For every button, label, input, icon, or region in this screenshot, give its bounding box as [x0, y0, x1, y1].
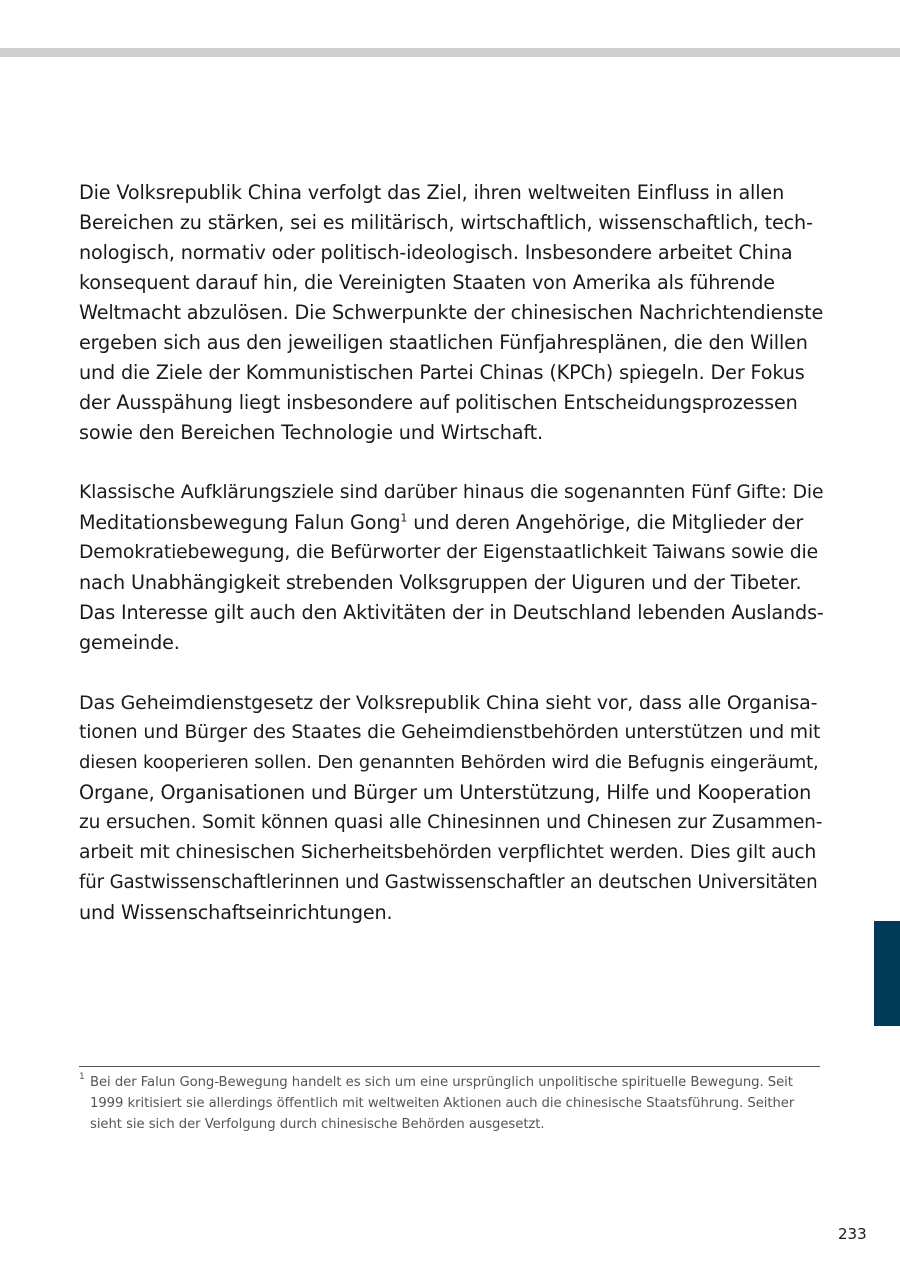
text-line: Die Volksrepublik China verfolgt das Ziel, ihren weltweiten Einfluss in allen — [79, 181, 785, 204]
footnote-line: Bei der Falun Gong-Bewegung handelt es sich um eine ursprünglich unpolitische spirituelle Bewegung. Seit — [90, 1075, 793, 1090]
top-rule-bar — [0, 48, 900, 57]
chapter-side-tab — [874, 921, 900, 1026]
text-line: für Gastwissenschaftlerinnen und Gastwissenschaftler an deutschen Universitäten — [79, 872, 818, 893]
text-line: gemeinde. — [79, 631, 180, 654]
footnote-line: 1999 kritisiert sie allerdings öffentlich mit weltweiten Aktionen auch die chinesische Staatsführung. Seither — [90, 1096, 795, 1111]
text-line: Organe, Organisationen und Bürger um Unterstützung, Hilfe und Kooperation — [79, 781, 812, 804]
text-line: konsequent darauf hin, die Vereinigten Staaten von Amerika als führende — [79, 271, 775, 294]
footnote — [79, 1072, 829, 1135]
text-line — [79, 508, 824, 538]
text-line: Klassische Aufklärungsziele sind darüber hinaus die sogenannten Fünf Gifte: Die — [79, 482, 824, 503]
text-line: und Wissenschaftseinrichtungen. — [79, 901, 393, 924]
footnote-divider — [79, 1066, 820, 1067]
footnote-line: sieht sie sich der Verfolgung durch chinesische Behörden ausgesetzt. — [90, 1117, 545, 1132]
footnote-reference[interactable]: 1 — [400, 511, 408, 525]
text-line: nologisch, normativ oder politisch-ideologisch. Insbesondere arbeitet China — [79, 241, 793, 264]
text-line: ergeben sich aus den jeweiligen staatlichen Fünfjahresplänen, die den Willen — [79, 331, 808, 354]
body-text — [79, 178, 824, 958]
text-line: diesen kooperieren sollen. Den genannten Behörden wird die Befugnis eingeräumt, — [79, 752, 819, 773]
page-number: 233 — [838, 1225, 867, 1243]
text-span: Meditationsbewegung Falun Gong — [79, 511, 401, 534]
text-line: Bereichen zu stärken, sei es militärisch, wirtschaftlich, wissenschaftlich, tech- — [79, 211, 813, 234]
text-line: zu ersuchen. Somit können quasi alle Chinesinnen und Chinesen zur Zusammen- — [79, 812, 823, 833]
text-line: Demokratiebewegung, die Befürworter der Eigenstaatlichkeit Taiwans sowie die — [79, 542, 818, 563]
text-span: und deren Angehörige, die Mitglieder der — [407, 511, 804, 534]
text-line: Das Geheimdienstgesetz der Volksrepublik China sieht vor, dass alle Organisa- — [79, 692, 818, 714]
paragraph-3 — [79, 688, 824, 928]
text-line: arbeit mit chinesischen Sicherheitsbehörden verpflichtet werden. Dies gilt auch — [79, 842, 817, 863]
text-line: Das Interesse gilt auch den Aktivitäten der in Deutschland lebenden Auslands- — [79, 601, 824, 624]
text-line: nach Unabhängigkeit strebenden Volksgruppen der Uiguren und der Tibeter. — [79, 571, 802, 594]
footnote-marker: 1 — [79, 1072, 85, 1082]
text-line: Weltmacht abzulösen. Die Schwerpunkte der chinesischen Nachrichtendienste — [79, 301, 824, 324]
text-line: tionen und Bürger des Staates die Geheimdienstbehörden unterstützen und mit — [79, 722, 821, 743]
text-line: sowie den Bereichen Technologie und Wirtschaft. — [79, 421, 543, 444]
paragraph-1 — [79, 178, 824, 448]
text-line: und die Ziele der Kommunistischen Partei Chinas (KPCh) spiegeln. Der Fokus — [79, 361, 805, 384]
text-line: der Ausspähung liegt insbesondere auf politischen Entscheidungsprozessen — [79, 391, 798, 414]
paragraph-2 — [79, 478, 824, 658]
